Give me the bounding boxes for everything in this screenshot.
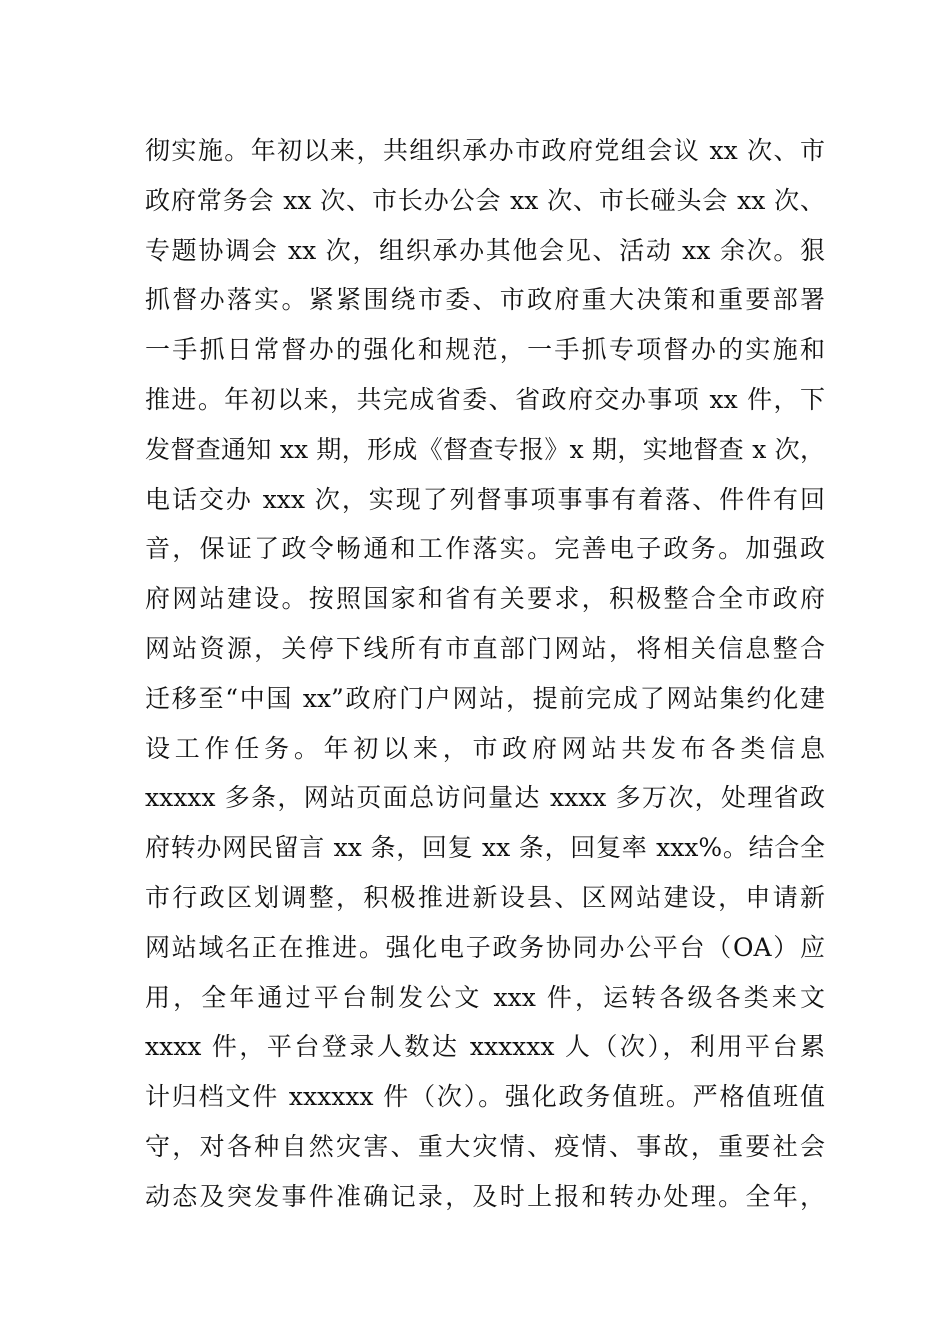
text-line-17: 网站域名正在推进。强化电子政务协同办公平台（OA）应 [145,932,825,962]
text-line-10: 府网站建设。按照国家和省有关要求，积极整合全市政府 [145,584,825,614]
text-line-3: 专题协调会 xx 次，组织承办其他会见、活动 xx 余次。狠 [145,235,825,265]
text-line-18: 用，全年通过平台制发公文 xxx 件，运转各级各类来文 [145,982,825,1012]
body-paragraph [145,126,825,1222]
text-line-8: 电话交办 xxx 次，实现了列督事项事事有着落、件件有回 [145,484,825,514]
text-line-9: 音，保证了政令畅通和工作落实。完善电子政务。加强政 [145,534,825,564]
text-line-21: 守，对各种自然灾害、重大灾情、疫情、事故，重要社会 [145,1131,825,1161]
text-line-4: 抓督办落实。紧紧围绕市委、市政府重大决策和重要部署 [145,285,825,315]
text-line-11: 网站资源，关停下线所有市直部门网站，将相关信息整合 [145,633,825,663]
text-line-12: 迁移至“中国 xx”政府门户网站，提前完成了网站集约化建 [145,683,825,713]
text-line-6: 推进。年初以来，共完成省委、省政府交办事项 xx 件，下 [145,384,825,414]
text-line-15: 府转办网民留言 xx 条，回复 xx 条，回复率 xxx%。结合全 [145,833,825,863]
text-line-2: 政府常务会 xx 次、市长办公会 xx 次、市长碰头会 xx 次、 [145,185,825,215]
text-line-16: 市行政区划调整，积极推进新设县、区网站建设，申请新 [145,882,825,912]
text-line-13: 设工作任务。年初以来，市政府网站共发布各类信息 [145,733,825,763]
text-line-20: 计归档文件 xxxxxx 件（次）。强化政务值班。严格值班值 [145,1082,825,1112]
text-line-7: 发督查通知 xx 期，形成《督查专报》x 期，实地督查 x 次， [145,434,825,464]
text-line-22: 动态及突发事件准确记录，及时上报和转办处理。全年， [145,1181,825,1211]
text-line-1: 彻实施。年初以来，共组织承办市政府党组会议 xx 次、市 [145,136,825,165]
text-line-14: xxxxx 多条，网站页面总访问量达 xxxx 多万次，处理省政 [145,783,825,813]
text-line-5: 一手抓日常督办的强化和规范，一手抓专项督办的实施和 [145,335,825,365]
text-line-19: xxxx 件，平台登录人数达 xxxxxx 人（次），利用平台累 [145,1032,825,1062]
